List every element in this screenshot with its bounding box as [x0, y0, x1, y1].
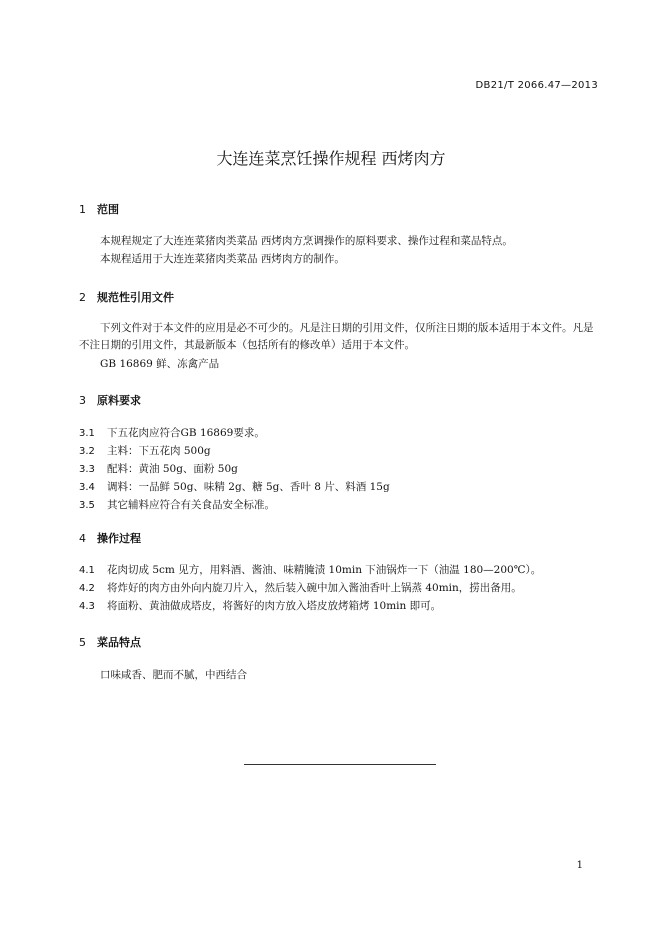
- item-text: 主料：下五花肉 500g: [107, 445, 211, 457]
- section-2-heading: [79, 289, 174, 305]
- item-text: 将炸好的肉方由外向内旋刀片入，然后装入碗中加入酱油香叶上锅蒸 40min，捞出备用。: [107, 582, 522, 594]
- item-text: 其它辅料应符合有关食品安全标准。: [107, 499, 275, 511]
- item-number: 4.2: [79, 583, 95, 594]
- section-title: 菜品特点: [97, 636, 141, 649]
- end-rule: [244, 764, 436, 765]
- item-number: 3.1: [79, 428, 95, 439]
- list-item: [79, 443, 211, 458]
- list-item: [79, 580, 522, 595]
- section-1-heading: [79, 201, 119, 217]
- section-number: 5: [79, 636, 86, 649]
- document-number: DB21/T 2066.47—2013: [475, 80, 598, 91]
- item-text: 下五花肉应符合GB 16869要求。: [107, 427, 265, 439]
- paragraph: 口味咸香、肥而不腻，中西结合: [100, 669, 247, 681]
- item-text: 调料：一品鲜 50g、味精 2g、糖 5g、香叶 8 片、料酒 15g: [107, 481, 390, 493]
- reference-entry: GB 16869 鲜、冻禽产品: [100, 358, 220, 370]
- item-text: 配料：黄油 50g、面粉 50g: [107, 463, 238, 475]
- item-text: 花肉切成 5cm 见方，用料酒、酱油、味精腌渍 10min 下油锅炸一下（油温 180—200℃）。: [107, 564, 542, 576]
- item-number: 4.1: [79, 565, 95, 576]
- list-item: [79, 461, 238, 476]
- section-title: 规范性引用文件: [97, 291, 174, 304]
- section-number: 1: [79, 203, 86, 216]
- section-5-heading: [79, 634, 141, 650]
- section-title: 范围: [97, 203, 119, 216]
- section-number: 3: [79, 394, 86, 407]
- item-number: 3.5: [79, 500, 95, 511]
- page-number: 1: [576, 860, 583, 871]
- item-number: 3.3: [79, 464, 95, 475]
- paragraph: 本规程适用于大连连菜猪肉类菜品 西烤肉方的制作。: [100, 253, 345, 265]
- section-3-heading: [79, 392, 141, 408]
- paragraph: 本规程规定了大连连菜猪肉类菜品 西烤肉方烹调操作的原料要求、操作过程和菜品特点。: [100, 235, 513, 247]
- document-title: 大连连菜烹饪操作规程 西烤肉方: [216, 149, 446, 168]
- section-number: 4: [79, 532, 86, 545]
- list-item: [79, 479, 390, 494]
- item-number: 3.4: [79, 482, 95, 493]
- section-number: 2: [79, 291, 86, 304]
- list-item: [79, 562, 541, 577]
- item-text: 将面粉、黄油做成塔皮，将酱好的肉方放入塔皮放烤箱烤 10min 即可。: [107, 600, 442, 612]
- paragraph: 下列文件对于本文件的应用是必不可少的。凡是注日期的引用文件，仅所注日期的版本适用于本文件。凡是不注日期的引用文件，其最新版本（包括所有的修改单）适用于本文件。: [79, 322, 594, 351]
- section-title: 操作过程: [97, 532, 141, 545]
- list-item: [79, 425, 265, 440]
- list-item: [79, 598, 441, 613]
- item-number: 3.2: [79, 446, 95, 457]
- list-item: [79, 497, 275, 512]
- item-number: 4.3: [79, 601, 95, 612]
- section-4-heading: [79, 530, 141, 546]
- section-title: 原料要求: [97, 394, 141, 407]
